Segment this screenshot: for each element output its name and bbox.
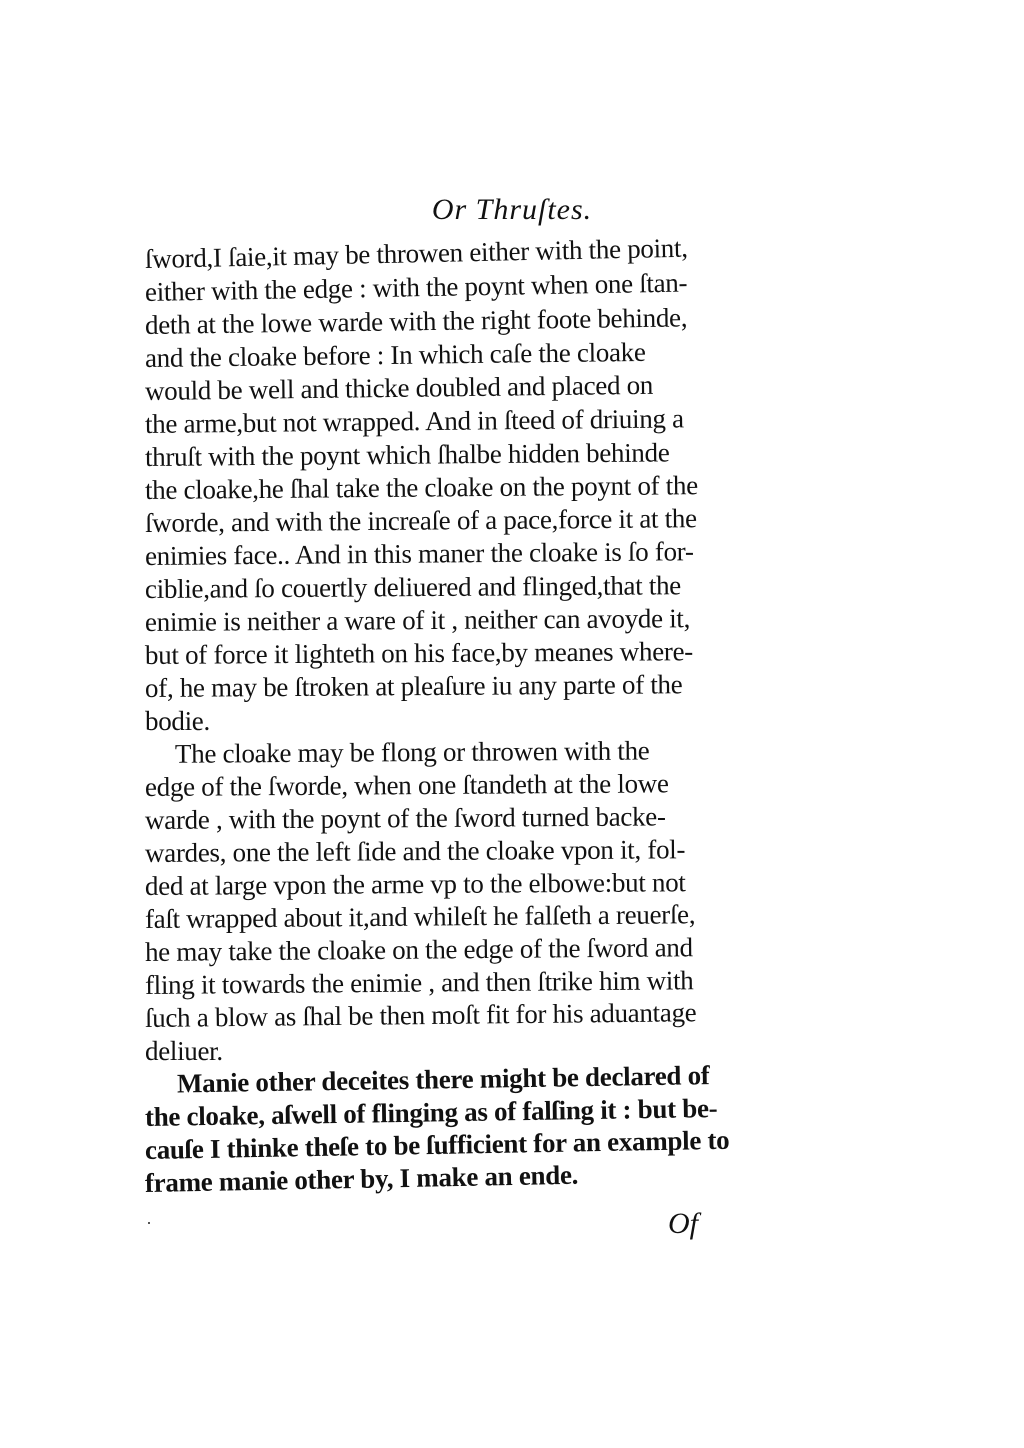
text-line: either with the edge : with the poynt when one ſtan- bbox=[144, 267, 688, 307]
text-line: but of force it lighteth on his face,by meanes where- bbox=[144, 636, 693, 670]
text-line: thruſt with the poynt which ſhalbe hidden behinde bbox=[144, 437, 670, 472]
text-line: would be well and thicke doubled and placed on bbox=[144, 369, 654, 406]
text-line: wardes, one the left ſide and the cloake vpon it, fol- bbox=[144, 834, 686, 868]
text-line: Manie other deceites there might be declared of bbox=[176, 1060, 710, 1099]
text-line: the cloake,he ſhal take the cloake on the poynt of the bbox=[144, 470, 698, 505]
text-line: The cloake may be flong or throwen with the bbox=[174, 735, 650, 769]
text-line: ſword,I ſaie,it may be throwen either with the point, bbox=[144, 232, 688, 274]
text-line: ſuch a blow as ſhal be then moſt fit for his aduantage bbox=[144, 997, 697, 1033]
text-line: enimies face.. And in this maner the cloake is ſo for- bbox=[144, 536, 694, 571]
text-line: faſt wrapped about it,and whileſt he falſeth a reuerſe, bbox=[144, 899, 696, 934]
text-line: warde , with the poynt of the ſword turned backe- bbox=[144, 801, 666, 835]
text-line: ciblie,and ſo couertly deliuered and flinged,that the bbox=[144, 570, 681, 604]
text-line: fling it towards the enimie , and then ſtrike him with bbox=[144, 965, 694, 1000]
text-line: enimie is neither a ware of it , neither can avoyde it, bbox=[144, 603, 691, 637]
text-line: the cloake, aſwell of flinging as of falſing it : but be- bbox=[144, 1093, 718, 1132]
paper-speck bbox=[148, 1222, 150, 1224]
text-line: ded at large vpon the arme vp to the elbowe:but not bbox=[144, 867, 686, 901]
text-line: bodie. bbox=[145, 706, 210, 736]
text-line: edge of the ſworde, when one ſtandeth at the lowe bbox=[144, 768, 669, 802]
text-line: deth at the lowe warde with the right foote behinde, bbox=[144, 302, 688, 340]
text-line: frame manie other by, I make an ende. bbox=[144, 1159, 579, 1198]
text-line: ſworde, and with the increaſe of a pace,force it at the bbox=[144, 503, 697, 538]
text-line: deliuer. bbox=[145, 1036, 223, 1066]
text-line: cauſe I thinke theſe to be ſufficient for an example to bbox=[144, 1124, 730, 1165]
text-line: and the cloake before : In which caſe the cloake bbox=[144, 336, 646, 373]
text-line: he may take the cloake on the edge of the ſword and bbox=[144, 932, 693, 967]
running-head: Or Thruſtes. bbox=[431, 193, 593, 226]
catchword: Of bbox=[668, 1207, 698, 1240]
text-line: of, he may be ſtroken at pleaſure iu any parte of the bbox=[144, 669, 683, 703]
text-line: the arme,but not wrapped. And in ſteed of driuing a bbox=[144, 403, 684, 439]
body-text bbox=[144, 232, 765, 1200]
